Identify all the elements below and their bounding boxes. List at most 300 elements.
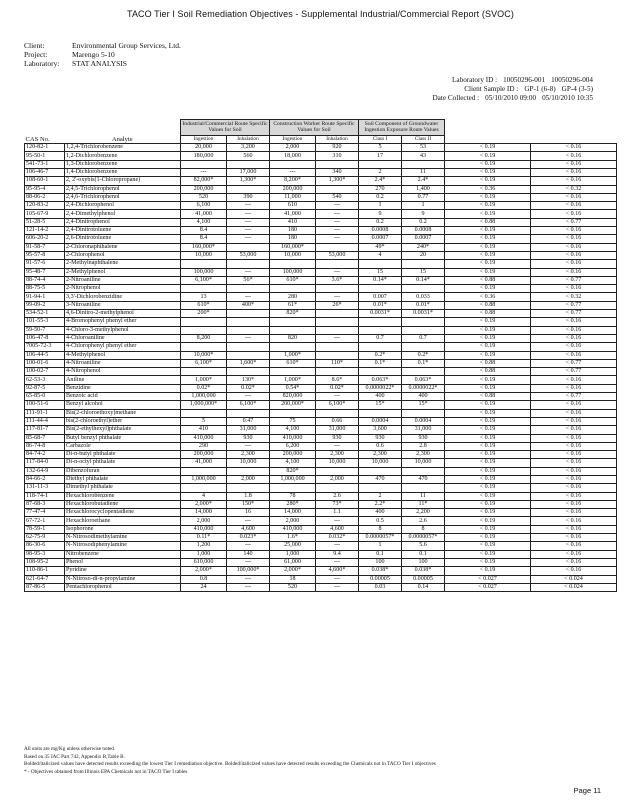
ingestion-cw: 610* bbox=[270, 276, 316, 284]
inhalation-cw: --- bbox=[316, 517, 359, 525]
cas-number: 108-60-1 bbox=[25, 177, 65, 185]
laboratory-line bbox=[24, 59, 127, 68]
ingestion-cw: 78 bbox=[270, 492, 316, 500]
table-row bbox=[25, 185, 617, 193]
class2-value: 0.0004 bbox=[402, 417, 445, 425]
result-sample-1: < 0.19 bbox=[445, 401, 531, 409]
ingestion-ic: 1,000,000 bbox=[181, 393, 227, 401]
class1-value: 0.03 bbox=[359, 583, 402, 591]
cas-number: 78-59-1 bbox=[25, 525, 65, 533]
ingestion-cw bbox=[270, 484, 316, 492]
ingestion-ic: 4 bbox=[181, 492, 227, 500]
result-sample-2: < 0.16 bbox=[531, 401, 617, 409]
inhalation-ic: --- bbox=[227, 583, 270, 591]
table-row bbox=[25, 467, 617, 475]
table-row bbox=[25, 393, 617, 401]
ingestion-cw: 6,200 bbox=[270, 442, 316, 450]
table-row bbox=[25, 417, 617, 425]
analyte-name: Di-n-octyl phthalate bbox=[65, 459, 181, 467]
result-sample-2: < 0.77 bbox=[531, 301, 617, 309]
class1-value: 0.7 bbox=[359, 334, 402, 342]
cas-number: 111-44-4 bbox=[25, 417, 65, 425]
analyte-name: Benzidine bbox=[65, 384, 181, 392]
cas-number: 121-14-2 bbox=[25, 227, 65, 235]
table-row bbox=[25, 318, 617, 326]
table-row bbox=[25, 558, 617, 566]
ingestion-ic: 410,000 bbox=[181, 525, 227, 533]
inhalation-cw: 920 bbox=[316, 144, 359, 152]
ingestion-ic: 1,000* bbox=[181, 376, 227, 384]
class2-value: 53 bbox=[402, 144, 445, 152]
class2-value bbox=[402, 343, 445, 351]
ingestion-cw-header: Ingestion bbox=[270, 135, 316, 143]
ingestion-cw: 280 bbox=[270, 293, 316, 301]
class2-value: 0.0000057* bbox=[402, 534, 445, 542]
cas-number: 120-83-2 bbox=[25, 202, 65, 210]
analyte-name: 2-Chlorophenol bbox=[65, 251, 181, 259]
cas-number: 100-02-7 bbox=[25, 368, 65, 376]
cas-number: 86-74-8 bbox=[25, 442, 65, 450]
inhalation-ic: 17,000 bbox=[227, 169, 270, 177]
inhalation-cw: --- bbox=[316, 218, 359, 226]
inhalation-cw: --- bbox=[316, 293, 359, 301]
result-sample-2: < 0.16 bbox=[531, 243, 617, 251]
result-sample-2: < 0.16 bbox=[531, 467, 617, 475]
result-sample-1: < 0.36 bbox=[445, 293, 531, 301]
inhalation-cw: --- bbox=[316, 268, 359, 276]
result-sample-2: < 0.77 bbox=[531, 218, 617, 226]
table-row bbox=[25, 285, 617, 293]
inhalation-cw bbox=[316, 285, 359, 293]
inhalation-cw: 0.032* bbox=[316, 534, 359, 542]
cas-number: 91-58-7 bbox=[25, 243, 65, 251]
class1-value bbox=[359, 160, 402, 168]
industrial-group-header: Industrial/Commercial Route Specific Values for Soil bbox=[182, 121, 268, 134]
analyte-name: Bis(2-ethylhexyl)phthalate bbox=[65, 426, 181, 434]
cas-number: 106-44-5 bbox=[25, 351, 65, 359]
analyte-name: Dimethyl phthalate bbox=[65, 484, 181, 492]
ingestion-cw bbox=[270, 260, 316, 268]
table-row bbox=[25, 343, 617, 351]
class2-value: 100 bbox=[402, 558, 445, 566]
inhalation-ic: 930 bbox=[227, 434, 270, 442]
ingestion-cw: 8,200* bbox=[270, 177, 316, 185]
sample-id-1: GP-1 (6-8) bbox=[524, 85, 556, 94]
table-row bbox=[25, 376, 617, 384]
result-sample-2: < 0.16 bbox=[531, 169, 617, 177]
inhalation-ic bbox=[227, 318, 270, 326]
result-sample-2: < 0.16 bbox=[531, 509, 617, 517]
class2-value: 470 bbox=[402, 475, 445, 483]
cas-number: 59-50-7 bbox=[25, 326, 65, 334]
inhalation-cw: 73* bbox=[316, 500, 359, 508]
ingestion-ic bbox=[181, 368, 227, 376]
inhalation-ic: 4,600 bbox=[227, 525, 270, 533]
inhalation-cw: --- bbox=[316, 202, 359, 210]
analyte-name: Aniline bbox=[65, 376, 181, 384]
ingestion-cw: 18 bbox=[270, 575, 316, 583]
result-sample-1: < 0.19 bbox=[445, 169, 531, 177]
inhalation-cw: --- bbox=[316, 583, 359, 591]
class2-value: 0.0008 bbox=[402, 227, 445, 235]
ingestion-ic bbox=[181, 484, 227, 492]
table-row bbox=[25, 218, 617, 226]
ingestion-ic bbox=[181, 260, 227, 268]
table-row bbox=[25, 293, 617, 301]
table-row bbox=[25, 451, 617, 459]
result-sample-2: < 0.16 bbox=[531, 459, 617, 467]
result-sample-2: < 0.16 bbox=[531, 492, 617, 500]
inhalation-cw bbox=[316, 409, 359, 417]
class1-value bbox=[359, 343, 402, 351]
ingestion-ic: 180,000 bbox=[181, 152, 227, 160]
result-sample-2: < 0.16 bbox=[531, 417, 617, 425]
result-sample-1: < 0.027 bbox=[445, 583, 531, 591]
result-sample-2: < 0.16 bbox=[531, 152, 617, 160]
inhalation-ic bbox=[227, 409, 270, 417]
inhalation-cw: 0.02* bbox=[316, 384, 359, 392]
analyte-name: 2-Chloronaphthalene bbox=[65, 243, 181, 251]
analyte-name: 4-Nitrophenol bbox=[65, 368, 181, 376]
result-sample-1: < 0.19 bbox=[445, 492, 531, 500]
inhalation-ic: 2,300 bbox=[227, 451, 270, 459]
results-table bbox=[24, 119, 617, 592]
result-sample-1: < 0.19 bbox=[445, 243, 531, 251]
table-row bbox=[25, 276, 617, 284]
ingestion-cw: 410,000 bbox=[270, 525, 316, 533]
analyte-name: 1,2-Dichlorobenzene bbox=[65, 152, 181, 160]
inhalation-cw: --- bbox=[316, 210, 359, 218]
class2-value: 0.7 bbox=[402, 334, 445, 342]
analyte-name: 1,4-Dichlorobenzene bbox=[65, 169, 181, 177]
analyte-name: 2,4-Dichlorophenol bbox=[65, 202, 181, 210]
inhalation-cw bbox=[316, 260, 359, 268]
inhalation-ic: --- bbox=[227, 293, 270, 301]
inhalation-ic: 1,300* bbox=[227, 177, 270, 185]
class2-value: 0.77 bbox=[402, 193, 445, 201]
result-sample-1: < 0.19 bbox=[445, 268, 531, 276]
cas-number: 62-53-3 bbox=[25, 376, 65, 384]
result-sample-2: < 0.024 bbox=[531, 583, 617, 591]
inhalation-ic: --- bbox=[227, 517, 270, 525]
cas-number: 77-47-4 bbox=[25, 509, 65, 517]
ingestion-ic bbox=[181, 409, 227, 417]
result-sample-1: < 0.88 bbox=[445, 359, 531, 367]
class1-value: 10,000 bbox=[359, 459, 402, 467]
ingestion-cw: 200,000 bbox=[270, 451, 316, 459]
inhalation-cw bbox=[316, 160, 359, 168]
inhalation-ic bbox=[227, 343, 270, 351]
result-sample-1: < 0.19 bbox=[445, 451, 531, 459]
inhalation-cw bbox=[316, 467, 359, 475]
result-sample-1: < 0.19 bbox=[445, 144, 531, 152]
analyte-name: Butyl benzyl phthalate bbox=[65, 434, 181, 442]
result-sample-2: < 0.16 bbox=[531, 235, 617, 243]
result-sample-1: < 0.19 bbox=[445, 484, 531, 492]
analyte-name: 2-Methylnaphthalene bbox=[65, 260, 181, 268]
inhalation-ic: --- bbox=[227, 202, 270, 210]
inhalation-cw: 6,100* bbox=[316, 401, 359, 409]
class2-value: 2.4* bbox=[402, 177, 445, 185]
result-sample-1: < 0.19 bbox=[445, 260, 531, 268]
ingestion-ic: 8.4 bbox=[181, 227, 227, 235]
result-sample-1: < 0.19 bbox=[445, 550, 531, 558]
analyte-name: Pyridine bbox=[65, 567, 181, 575]
result-sample-2: < 0.16 bbox=[531, 227, 617, 235]
analyte-name: N-Nitrosodiphenylamine bbox=[65, 542, 181, 550]
inhalation-ic: 56* bbox=[227, 276, 270, 284]
result-sample-1: < 0.19 bbox=[445, 426, 531, 434]
class2-value: 0.14* bbox=[402, 276, 445, 284]
inhalation-ic bbox=[227, 484, 270, 492]
result-sample-2: < 0.16 bbox=[531, 384, 617, 392]
cas-number: 110-86-1 bbox=[25, 567, 65, 575]
cas-number: 95-95-4 bbox=[25, 185, 65, 193]
table-row bbox=[25, 550, 617, 558]
table-row bbox=[25, 177, 617, 185]
inhalation-ic: 130* bbox=[227, 376, 270, 384]
ingestion-cw: 61,000 bbox=[270, 558, 316, 566]
analyte-name: Hexachlorobutadiene bbox=[65, 500, 181, 508]
inhalation-ic: --- bbox=[227, 558, 270, 566]
analyte-name: 4-Chloroaniline bbox=[65, 334, 181, 342]
analyte-name: 2,4-Dinitrophenol bbox=[65, 218, 181, 226]
inhalation-cw: 110* bbox=[316, 359, 359, 367]
ingestion-cw: 10,000 bbox=[270, 251, 316, 259]
analyte-name: Di-n-butyl phthalate bbox=[65, 451, 181, 459]
ingestion-ic bbox=[181, 343, 227, 351]
table-row bbox=[25, 368, 617, 376]
ingestion-cw: 18,000 bbox=[270, 152, 316, 160]
ingestion-cw: 1,000 bbox=[270, 550, 316, 558]
cas-number: 85-68-7 bbox=[25, 434, 65, 442]
class1-value: 400 bbox=[359, 393, 402, 401]
result-sample-2: < 0.16 bbox=[531, 326, 617, 334]
inhalation-cw: 1.1 bbox=[316, 509, 359, 517]
result-sample-1: < 0.19 bbox=[445, 525, 531, 533]
class2-value: 0.0000022* bbox=[402, 384, 445, 392]
class2-value: 20 bbox=[402, 251, 445, 259]
ingestion-ic: 2,000 bbox=[181, 517, 227, 525]
analyte-name: Hexachloroethane bbox=[65, 517, 181, 525]
class1-value: 0.0000022* bbox=[359, 384, 402, 392]
project-line bbox=[24, 50, 115, 59]
class1-value: 0.007 bbox=[359, 293, 402, 301]
result-sample-1: < 0.19 bbox=[445, 542, 531, 550]
inhalation-cw: --- bbox=[316, 393, 359, 401]
result-sample-2: < 0.16 bbox=[531, 144, 617, 152]
table-row bbox=[25, 384, 617, 392]
ingestion-cw: 200,000 bbox=[270, 185, 316, 193]
lab-id-2: 10050296-004 bbox=[551, 76, 593, 84]
inhalation-ic: 0.023* bbox=[227, 534, 270, 542]
class1-value: 9 bbox=[359, 210, 402, 218]
result-sample-1: < 0.19 bbox=[445, 475, 531, 483]
ingestion-cw: --- bbox=[270, 169, 316, 177]
inhalation-ic: --- bbox=[227, 268, 270, 276]
result-sample-2: < 0.16 bbox=[531, 434, 617, 442]
ingestion-cw: 75 bbox=[270, 417, 316, 425]
ingestion-ic bbox=[181, 285, 227, 293]
analyte-name: 4-Bromophenyl phenyl ether bbox=[65, 318, 181, 326]
table-row bbox=[25, 243, 617, 251]
class2-value: 240* bbox=[402, 243, 445, 251]
inhalation-ic: 400* bbox=[227, 301, 270, 309]
table-row bbox=[25, 484, 617, 492]
analyte-name: Phenol bbox=[65, 558, 181, 566]
cas-column-header: CAS No. bbox=[25, 135, 50, 143]
result-sample-2: < 0.77 bbox=[531, 393, 617, 401]
cas-number: 92-87-5 bbox=[25, 384, 65, 392]
cas-number: 98-95-3 bbox=[25, 550, 65, 558]
inhalation-cw: 2,300 bbox=[316, 451, 359, 459]
table-row bbox=[25, 442, 617, 450]
inhalation-ic: 1.8 bbox=[227, 492, 270, 500]
table-row bbox=[25, 251, 617, 259]
results-table-body bbox=[25, 144, 617, 592]
result-sample-2: < 0.16 bbox=[531, 160, 617, 168]
cas-number: 100-01-6 bbox=[25, 359, 65, 367]
inhalation-ic bbox=[227, 160, 270, 168]
result-sample-2: < 0.16 bbox=[531, 525, 617, 533]
inhalation-ic: 560 bbox=[227, 152, 270, 160]
cas-number: 99-09-2 bbox=[25, 301, 65, 309]
class1-value: 2.2* bbox=[359, 500, 402, 508]
inhalation-ic bbox=[227, 185, 270, 193]
inhalation-ic bbox=[227, 351, 270, 359]
date-1: 05/10/2010 09:00 bbox=[485, 94, 537, 103]
cas-number: 131-11-3 bbox=[25, 484, 65, 492]
table-row bbox=[25, 492, 617, 500]
result-sample-2: < 0.16 bbox=[531, 442, 617, 450]
cas-number: 67-72-1 bbox=[25, 517, 65, 525]
class2-value: 43 bbox=[402, 152, 445, 160]
result-sample-1: < 0.19 bbox=[445, 160, 531, 168]
table-row bbox=[25, 459, 617, 467]
cas-number: 534-52-1 bbox=[25, 310, 65, 318]
result-sample-2: < 0.32 bbox=[531, 293, 617, 301]
analyte-column-header: Analyte bbox=[111, 135, 133, 143]
table-row bbox=[25, 351, 617, 359]
table-row bbox=[25, 359, 617, 367]
ingestion-cw: 410 bbox=[270, 218, 316, 226]
inhalation-ic: 150* bbox=[227, 500, 270, 508]
table-row bbox=[25, 334, 617, 342]
analyte-name: 3-Nitroaniline bbox=[65, 301, 181, 309]
page-number: Page 11 bbox=[573, 786, 601, 795]
cas-number: 111-91-1 bbox=[25, 409, 65, 417]
class2-value: 10,000 bbox=[402, 459, 445, 467]
inhalation-cw: 4,600 bbox=[316, 525, 359, 533]
class2-value: 0.01* bbox=[402, 301, 445, 309]
result-sample-2: < 0.77 bbox=[531, 276, 617, 284]
table-row bbox=[25, 401, 617, 409]
lab-info-block bbox=[426, 76, 593, 104]
cas-number: 106-47-8 bbox=[25, 334, 65, 342]
class1-value: 15 bbox=[359, 268, 402, 276]
footnotes bbox=[24, 746, 436, 776]
cas-number: 541-73-1 bbox=[25, 160, 65, 168]
class2-value bbox=[402, 467, 445, 475]
class1-value: 270 bbox=[359, 185, 402, 193]
lab-id-1: 10050296-001 bbox=[503, 76, 546, 84]
class2-value bbox=[402, 260, 445, 268]
analyte-name: 3,3'-Dichlorobenzidine bbox=[65, 293, 181, 301]
table-row bbox=[25, 144, 617, 152]
ingestion-ic bbox=[181, 326, 227, 334]
ingestion-ic: 0.11* bbox=[181, 534, 227, 542]
class2-value bbox=[402, 285, 445, 293]
result-sample-2: < 0.16 bbox=[531, 409, 617, 417]
class1-value: 2 bbox=[359, 492, 402, 500]
ingestion-cw bbox=[270, 285, 316, 293]
class1-value bbox=[359, 409, 402, 417]
class1-value: 2,300 bbox=[359, 451, 402, 459]
class2-value: 2.8 bbox=[402, 442, 445, 450]
result-sample-1: < 0.19 bbox=[445, 409, 531, 417]
ingestion-ic: 200,000 bbox=[181, 185, 227, 193]
ingestion-ic: 410,000 bbox=[181, 434, 227, 442]
result-sample-2: < 0.16 bbox=[531, 484, 617, 492]
inhalation-ic: 6,100* bbox=[227, 401, 270, 409]
class1-value: 0.1 bbox=[359, 550, 402, 558]
ingestion-ic: 10,000 bbox=[181, 251, 227, 259]
ingestion-ic: 10,000* bbox=[181, 351, 227, 359]
result-sample-1: < 0.19 bbox=[445, 285, 531, 293]
cas-number: 117-84-0 bbox=[25, 459, 65, 467]
inhalation-cw: 26* bbox=[316, 301, 359, 309]
inhalation-cw: 930 bbox=[316, 434, 359, 442]
construction-group-header: Construction Worker Route Specific Values for Soil bbox=[270, 120, 359, 136]
inhalation-cw: 1,300* bbox=[316, 177, 359, 185]
table-row bbox=[25, 210, 617, 218]
ingestion-ic bbox=[181, 318, 227, 326]
table-row bbox=[25, 169, 617, 177]
class2-value: 930 bbox=[402, 434, 445, 442]
ingestion-ic: --- bbox=[181, 169, 227, 177]
class2-value: 11* bbox=[402, 500, 445, 508]
analyte-name: Bis(2-chloroethoxy)methane bbox=[65, 409, 181, 417]
class2-value: 0.2* bbox=[402, 351, 445, 359]
ingestion-ic: 1,200 bbox=[181, 542, 227, 550]
ingestion-ic: 6,100* bbox=[181, 276, 227, 284]
cas-number: 84-74-2 bbox=[25, 451, 65, 459]
cas-number: 7005-72-3 bbox=[25, 343, 65, 351]
ingestion-cw: 410,000 bbox=[270, 434, 316, 442]
inhalation-ic: 100,000* bbox=[227, 567, 270, 575]
inhalation-cw: 53,000 bbox=[316, 251, 359, 259]
analyte-name: Carbazole bbox=[65, 442, 181, 450]
result-sample-1: < 0.88 bbox=[445, 310, 531, 318]
ingestion-cw bbox=[270, 318, 316, 326]
ingestion-ic: 6,100* bbox=[181, 359, 227, 367]
ingestion-ic: 4,100 bbox=[181, 218, 227, 226]
class2-value: 2,300 bbox=[402, 451, 445, 459]
analyte-name: Hexachlorobenzene bbox=[65, 492, 181, 500]
inhalation-cw: --- bbox=[316, 558, 359, 566]
inhalation-cw: --- bbox=[316, 334, 359, 342]
result-sample-1: < 0.19 bbox=[445, 442, 531, 450]
class1-value: 0.063* bbox=[359, 376, 402, 384]
result-sample-1: < 0.19 bbox=[445, 251, 531, 259]
class2-value bbox=[402, 484, 445, 492]
sample-id-label: Client Sample ID : bbox=[464, 85, 519, 94]
result-sample-2: < 0.16 bbox=[531, 177, 617, 185]
result-sample-2: < 0.77 bbox=[531, 310, 617, 318]
footnote-bolded: Bolded/italicized values have detected results exceeding the lowest Tier I remediation objective. Bolded/italicized values have detected results exceeding the Chemicals not in TACO Tier I objectives bbox=[24, 761, 436, 768]
ingestion-ic bbox=[181, 467, 227, 475]
result-sample-1: < 0.19 bbox=[445, 202, 531, 210]
